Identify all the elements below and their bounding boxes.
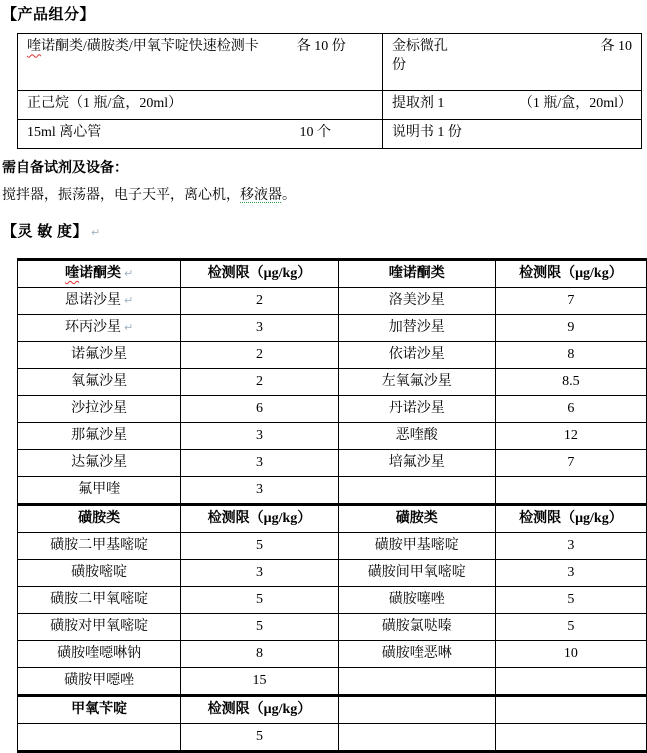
table-row — [18, 342, 647, 369]
table-cell: 2 — [181, 288, 338, 315]
table-cell: 达氟沙星 — [18, 450, 181, 477]
table-cell: 左氧氟沙星 — [338, 369, 495, 396]
text-segment: 。 — [282, 188, 296, 204]
table-cell: 沙拉沙星 — [18, 396, 181, 423]
text-segment: 喹 — [27, 39, 41, 55]
header-cell: 喹诺酮类 — [338, 260, 495, 288]
section-heading-product-components: 【产品组分】 — [2, 7, 96, 23]
table-cell: 5 — [495, 587, 646, 614]
table-cell: 3 — [181, 423, 338, 450]
table-cell: 加替沙星 — [338, 315, 495, 342]
return-mark: ↵ — [124, 320, 134, 334]
quantity-label: 10 个 — [299, 125, 331, 141]
table-cell — [495, 668, 646, 696]
table-cell: 3 — [181, 315, 338, 342]
product-name: 正己烷（1 瓶/盒，20ml） — [27, 96, 183, 112]
text-segment: 移液器 — [240, 188, 282, 204]
return-mark: ↵ — [91, 226, 101, 240]
table-cell: 2 — [181, 369, 338, 396]
header-cell: 检测限（μg/kg） — [495, 260, 646, 288]
table-cell: 氟甲喹 — [18, 477, 181, 505]
text-segment: 搅拌器，振荡器，电子天平，离心机， — [2, 188, 240, 204]
table-cell: 磺胺噻唑 — [338, 587, 495, 614]
equipment-list — [2, 187, 647, 206]
table-cell — [382, 91, 641, 120]
heading-text: 【灵 敏 度】 — [2, 224, 89, 241]
table-cell: 3 — [495, 560, 646, 587]
return-mark: ↵ — [124, 293, 134, 307]
table-cell: 磺胺二甲氧嘧啶 — [18, 587, 181, 614]
table-cell: 磺胺喹噁啉钠 — [18, 641, 181, 668]
table-cell: 磺胺甲基嘧啶 — [338, 533, 495, 560]
section-header-row — [18, 260, 647, 288]
table-cell: 磺胺氯哒嗪 — [338, 614, 495, 641]
table-cell: 9 — [495, 315, 646, 342]
table-cell — [18, 724, 181, 752]
table-row — [18, 641, 647, 668]
table-cell: 2 — [181, 342, 338, 369]
header-cell: 检测限（μg/kg） — [495, 505, 646, 533]
table-cell: 丹诺沙星 — [338, 396, 495, 423]
table-cell — [338, 724, 495, 752]
table-row — [18, 668, 647, 696]
table-cell: 6 — [495, 396, 646, 423]
table-cell: 3 — [181, 477, 338, 505]
table-cell: 5 — [181, 724, 338, 752]
table-cell — [338, 477, 495, 505]
wrapped-text: 份 — [391, 58, 406, 74]
table-cell: 5 — [495, 614, 646, 641]
header-cell: 检测限（μg/kg） — [181, 505, 338, 533]
header-cell: 磺胺类 — [338, 505, 495, 533]
table-cell: 磺胺嘧啶 — [18, 560, 181, 587]
table-cell: 恶喹酸 — [338, 423, 495, 450]
cell-line — [27, 124, 373, 143]
table-row — [18, 91, 642, 120]
section-heading-sensitivity — [2, 222, 647, 242]
cell-line — [392, 38, 632, 57]
table-cell: 氧氟沙星 — [18, 369, 181, 396]
quantity-label: （1 瓶/盒，20ml） — [518, 96, 632, 112]
table-cell: 12 — [495, 423, 646, 450]
cell-line — [392, 95, 632, 114]
table-cell: 8 — [495, 342, 646, 369]
table-row — [18, 369, 647, 396]
table-cell: 5 — [181, 614, 338, 641]
header-cell: 磺胺类 — [18, 505, 181, 533]
table-cell: 7 — [495, 288, 646, 315]
table-row — [18, 423, 647, 450]
header-cell — [338, 696, 495, 724]
table-cell: 15 — [181, 668, 338, 696]
table-cell: 磺胺甲噁唑 — [18, 668, 181, 696]
table-row — [18, 587, 647, 614]
table-cell: 5 — [181, 587, 338, 614]
table-row — [18, 614, 647, 641]
table-cell: 磺胺喹恶啉 — [338, 641, 495, 668]
table-row — [18, 34, 642, 91]
table-cell: 5 — [181, 533, 338, 560]
quantity-label: 各 10 — [600, 39, 632, 55]
table-cell: 8 — [181, 641, 338, 668]
table-cell: 培氟沙星 — [338, 450, 495, 477]
table-row — [18, 477, 647, 505]
table-row — [18, 288, 647, 315]
table-cell: 磺胺对甲氧嘧啶 — [18, 614, 181, 641]
table-cell: 洛美沙星 — [338, 288, 495, 315]
table-cell: 6 — [181, 396, 338, 423]
table-row — [18, 533, 647, 560]
product-components-table — [17, 33, 642, 149]
table-cell: 10 — [495, 641, 646, 668]
header-cell: 检测限（μg/kg） — [181, 696, 338, 724]
table-cell: 3 — [495, 533, 646, 560]
table-cell: 恩诺沙星 ↵ — [18, 288, 181, 315]
self-prepare-heading: 需自备试剂及设备： — [2, 161, 128, 177]
table-cell: 磺胺间甲氧嘧啶 — [338, 560, 495, 587]
table-cell — [495, 477, 646, 505]
table-cell — [18, 91, 383, 120]
sensitivity-table — [17, 258, 647, 753]
table-cell: 7 — [495, 450, 646, 477]
header-cell: 甲氧苄啶 — [18, 696, 181, 724]
table-row — [18, 315, 647, 342]
table-row — [18, 560, 647, 587]
table-cell: 环丙沙星 ↵ — [18, 315, 181, 342]
product-name: 金标微孔 — [391, 39, 448, 55]
return-mark: ↵ — [124, 266, 134, 280]
table-row — [18, 724, 647, 752]
table-cell: 3 — [181, 560, 338, 587]
table-cell — [18, 120, 383, 149]
table-cell: 磺胺二甲基嘧啶 — [18, 533, 181, 560]
section-header-row — [18, 505, 647, 533]
table-cell — [338, 668, 495, 696]
section-header-row — [18, 696, 647, 724]
header-cell: 喹诺酮类 ↵ — [18, 260, 181, 288]
table-cell — [382, 34, 641, 91]
table-cell: 那氟沙星 — [18, 423, 181, 450]
table-cell: 3 — [181, 450, 338, 477]
table-cell: 8.5 — [495, 369, 646, 396]
header-cell: 检测限（μg/kg） — [181, 260, 338, 288]
table-row — [18, 450, 647, 477]
header-cell — [495, 696, 646, 724]
table-cell: 诺氟沙星 — [18, 342, 181, 369]
product-name: 提取剂 1 — [391, 96, 445, 112]
table-cell — [382, 120, 641, 149]
product-name: 说明书 1 份 — [391, 125, 462, 141]
quantity-label: 各 10 份 — [296, 39, 346, 55]
table-cell: 依诺沙星 — [338, 342, 495, 369]
table-cell — [18, 34, 383, 91]
table-cell — [495, 724, 646, 752]
product-name — [27, 39, 259, 54]
text-segment: 诺酮类/磺胺类/甲氧苄啶快速检测卡 — [41, 39, 259, 55]
table-row — [18, 120, 642, 149]
table-row — [18, 396, 647, 423]
text-segment: 喹 — [65, 265, 80, 281]
product-name: 15ml 离心管 — [27, 125, 102, 141]
